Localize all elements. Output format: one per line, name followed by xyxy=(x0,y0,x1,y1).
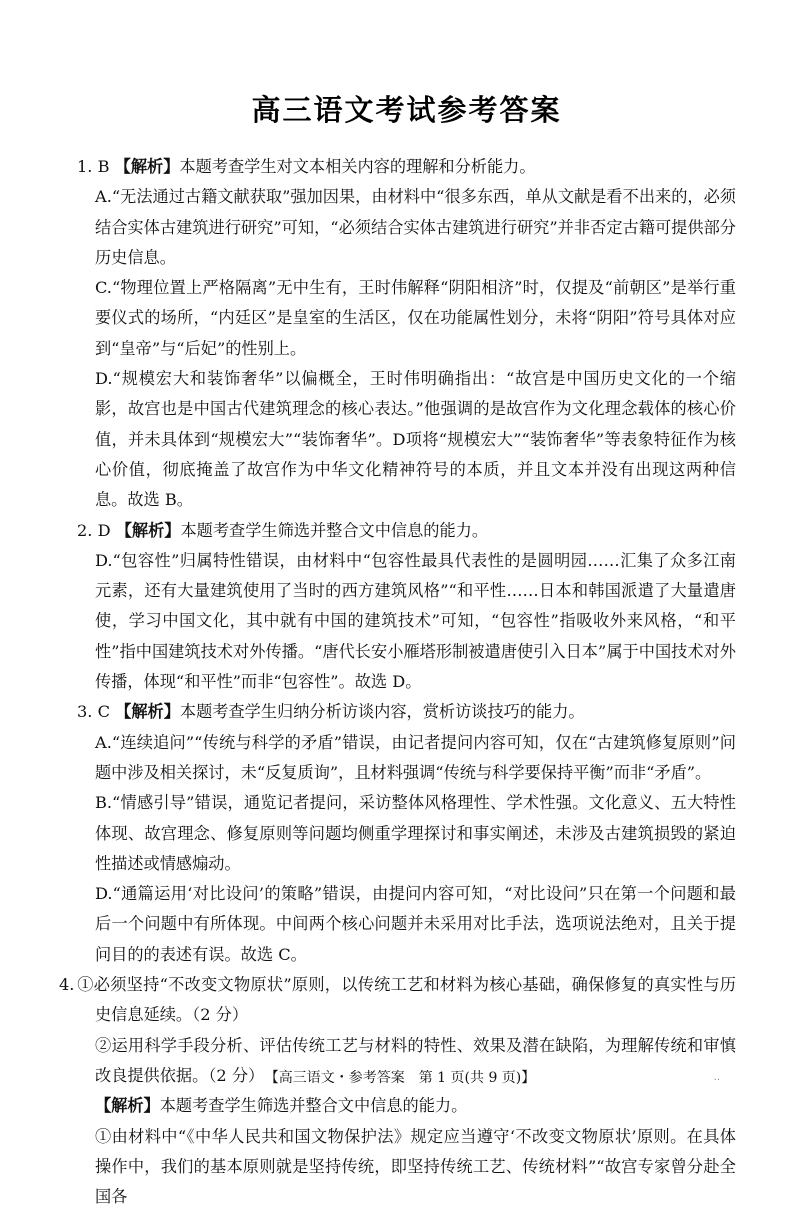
page-title: 高三语文考试参考答案 xyxy=(77,90,736,130)
question-4-answer-1-line: 4. ①必须坚持“不改变文物原状”原则，以传统工艺和材料为核心基础，确保修复的真实性与历史信息延续。（2 分） xyxy=(77,970,736,1031)
question-3 xyxy=(77,697,736,970)
question-1-option-a: A.“无法通过古籍文献获取”强加因果，由材料中“很多东西，单从文献是看不出来的，必须结合实体古建筑进行研究”可知，“必须结合实体古建筑进行研究”并非否定古籍可提供部分历史信息。 xyxy=(95,182,736,273)
question-2-header xyxy=(77,516,736,546)
analysis-tag: 【解析】 xyxy=(115,702,180,721)
page-footer: 【高三语文・参考答案 第 1 页(共 9 页)】 xyxy=(0,1068,800,1088)
question-4-intro: 本题考查学生筛选并整合文中信息的能力。 xyxy=(160,1096,468,1115)
question-3-option-b: B.“情感引导”错误，通览记者提问，采访整体风格理性、学术性强。文化意义、五大特性体现、故宫理念、修复原则等问题均侧重学理探讨和事实阐述，未涉及古建筑损毁的紧迫性描述或情感煽动。 xyxy=(95,788,736,879)
question-4-answer-1: ①必须坚持“不改变文物原状”原则，以传统工艺和材料为核心基础，确保修复的真实性与历史信息延续。（2 分） xyxy=(77,975,736,1024)
analysis-tag: 【解析】 xyxy=(116,521,181,540)
question-1 xyxy=(77,152,736,516)
question-3-number: 3. C xyxy=(77,697,110,727)
question-1-intro: 本题考查学生对文本相关内容的理解和分析能力。 xyxy=(179,157,535,176)
question-1-option-c: C.“物理位置上严格隔离”无中生有，王时伟解释“阴阳相济”时，仅提及“前朝区”是举行重要仪式的场所，“内廷区”是皇室的生活区，仅在功能属性划分，未将“阴阳”符号具体对应到“皇帝”与“后妃”的性别上。 xyxy=(95,273,736,364)
question-1-number: 1. B xyxy=(77,152,110,182)
question-4-analysis-1: ①由材料中“《中华人民共和国文物保护法》规定应当遵守‘不改变文物原状’原则。在具体操作中，我们的基本原则就是坚持传统，即坚持传统工艺、传统材料”“故宫专家曾分赴全国各 xyxy=(95,1122,736,1212)
question-2-option-d: D.“包容性”归属特性错误，由材料中“包容性最具代表性的是圆明园……汇集了众多江南元素，还有大量建筑使用了当时的西方建筑风格”“和平性……日本和韩国派遣了大量遣唐使，学习中国文化，其中就有中国的建筑技术”可知，“包容性”指吸收外来风格，“和平性”指中国建筑技术对外传播。“唐代长安小雁塔形制被遣唐使引入日本”属于中国技术对外传播，体现“和平性”而非“包容性”。故选 D。 xyxy=(95,546,736,697)
question-4-analysis-header xyxy=(95,1091,736,1121)
question-1-header xyxy=(77,152,736,182)
question-2 xyxy=(77,516,736,698)
question-3-intro: 本题考查学生归纳分析访谈内容，赏析访谈技巧的能力。 xyxy=(180,702,585,721)
question-1-option-d: D.“规模宏大和装饰奢华”以偏概全，王时伟明确指出：“故宫是中国历史文化的一个缩影，故宫也是中国古代建筑理念的核心表达。”他强调的是故宫作为文化理念载体的核心价值，并未具体到“规模宏大”“装饰奢华”。D项将“规模宏大”“装饰奢华”等表象特征作为核心价值，彻底掩盖了故宫作为中华文化精神符号的本质，并且文本并没有出现这两种信息。故选 B。 xyxy=(95,364,736,515)
analysis-tag: 【解析】 xyxy=(115,157,180,176)
question-4 xyxy=(77,970,736,1212)
question-2-intro: 本题考查学生筛选并整合文中信息的能力。 xyxy=(180,521,488,540)
question-3-option-a: A.“连续追问”“传统与科学的矛盾”错误，由记者提问内容可知，仅在“古建筑修复原则”问题中涉及相关探讨，未“反复质询”，且材料强调“传统与科学要保持平衡”而非“矛盾”。 xyxy=(95,728,736,789)
analysis-tag: 【解析】 xyxy=(95,1096,160,1115)
question-3-header xyxy=(77,697,736,727)
footer-dots: .. xyxy=(714,1072,720,1083)
question-3-option-d: D.“通篇运用‘对比设问’的策略”错误，由提问内容可知，“对比设问”只在第一个问题和最后一个问题中有所体现。中间两个核心问题并未采用对比手法，选项说法绝对，且关于提问目的的表述有误。故选 C。 xyxy=(95,879,736,970)
question-4-answer-2: ②运用科学手段分析、评估传统工艺与材料的特性、效果及潜在缺陷，为理解传统和审慎改良提供依据。（2 分） xyxy=(95,1031,736,1092)
question-2-number: 2. D xyxy=(77,516,111,546)
